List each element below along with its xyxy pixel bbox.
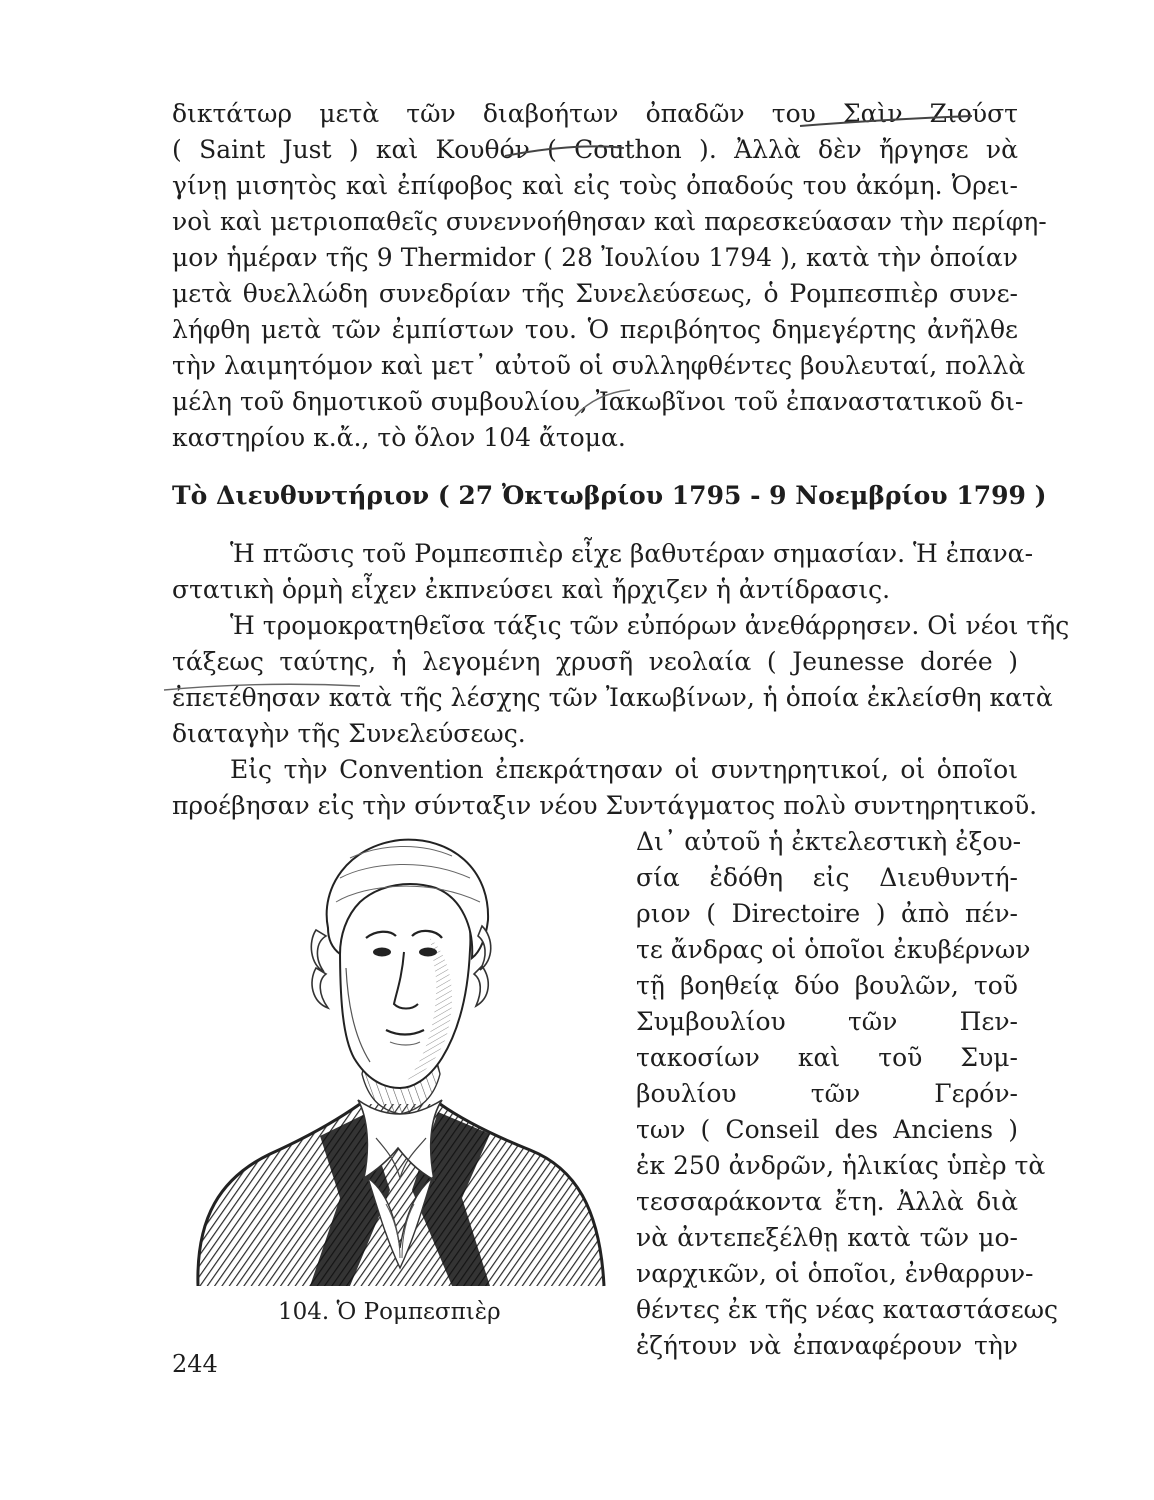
section-line: Εἰς τὴν Convention ἐπεκράτησαν οἱ συντηρητικοί, οἱ ὁποῖοι <box>230 755 1018 784</box>
column-line: ριον ( Directoire ) ἀπὸ πέν- <box>636 899 1018 928</box>
body-line: νοὶ καὶ μετριοπαθεῖς συνεννοήθησαν καὶ παρεσκεύασαν τὴν περίφη- <box>172 207 1047 236</box>
body-line: γίνῃ μισητὸς καὶ ἐπίφοβος καὶ εἰς τοὺς ὀπαδούς του ἀκόμη. Ὀρει- <box>172 171 1018 200</box>
column-line: τακοσίων καὶ τοῦ Συμ- <box>636 1043 1018 1072</box>
column-line: τεσσαράκοντα ἔτη. Ἀλλὰ διὰ <box>636 1187 1018 1216</box>
column-line: νὰ ἀντεπεξέλθῃ κατὰ τῶν μο- <box>636 1223 1018 1252</box>
body-line: δικτάτωρ μετὰ τῶν διαβοήτων ὀπαδῶν του Σαὶν Ζιούστ <box>172 99 1018 128</box>
section-line: ἐπετέθησαν κατὰ τῆς λέσχης τῶν Ἰακωβίνων, ἡ ὁποία ἐκλείσθη κατὰ <box>172 683 1053 712</box>
column-line: θέντες ἐκ τῆς νέας καταστάσεως <box>636 1295 1059 1324</box>
column-line: βουλίου τῶν Γερόν- <box>636 1079 1018 1108</box>
column-line: των ( Conseil des Anciens ) <box>636 1115 1018 1144</box>
body-line: ( Saint Just ) καὶ Κουθόν ( Couthon ). Ἀλλὰ δὲν ἤργησε νὰ <box>172 135 1018 164</box>
body-line: μετὰ θυελλώδη συνεδρίαν τῆς Συνελεύσεως, ὁ Ρομπεσπιὲρ συνε- <box>172 279 1018 308</box>
column-line: τε ἄνδρας οἱ ὁποῖοι ἐκυβέρνων <box>636 935 1031 964</box>
figure-caption: 104. Ὁ Ρομπεσπιὲρ <box>278 1299 501 1325</box>
section-line: τάξεως ταύτης, ἡ λεγομένη χρυσῆ νεολαία ( Jeunesse dorée ) <box>172 647 1018 676</box>
column-line: ἐκ 250 ἀνδρῶν, ἡλικίας ὑπὲρ τὰ <box>636 1151 1046 1180</box>
column-line: Συμβουλίου τῶν Πεν- <box>636 1007 1018 1036</box>
section-line: διαταγὴν τῆς Συνελεύσεως. <box>172 719 526 748</box>
section-line: Ἡ πτῶσις τοῦ Ρομπεσπιὲρ εἶχε βαθυτέραν σημασίαν. Ἡ ἐπανα- <box>230 539 1034 568</box>
body-line: καστηρίου κ.ἄ., τὸ ὅλον 104 ἄτομα. <box>172 423 626 452</box>
column-line: τῇ βοηθείᾳ δύο βουλῶν, τοῦ <box>636 971 1018 1000</box>
page-number: 244 <box>172 1350 218 1378</box>
section-line: προέβησαν εἰς τὴν σύνταξιν νέου Συντάγματος πολὺ συντηρητικοῦ. <box>172 791 1038 820</box>
section-line: στατικὴ ὁρμὴ εἶχεν ἐκπνεύσει καὶ ἤρχιζεν ἡ ἀντίδρασις. <box>172 575 891 604</box>
body-line: τὴν λαιμητόμον καὶ μετ᾽ αὐτοῦ οἱ συλληφθέντες βουλευταί, πολλὰ <box>172 351 1026 380</box>
section-heading: Τὸ Διευθυντήριον ( 27 Ὀκτωβρίου 1795 - 9 Νοεμβρίου 1799 ) <box>172 481 1047 510</box>
column-line: σία ἐδόθη εἰς Διευθυντή- <box>636 863 1018 892</box>
column-line: ἐζήτουν νὰ ἐπαναφέρουν τὴν <box>636 1331 1018 1360</box>
body-line: μον ἡμέραν τῆς 9 Thermidor ( 28 Ἰουλίου 1794 ), κατὰ τὴν ὁποίαν <box>172 243 1018 272</box>
column-line: ναρχικῶν, οἱ ὁποῖοι, ἐνθαρρυν- <box>636 1259 1034 1288</box>
section-line: Ἡ τρομοκρατηθεῖσα τάξις τῶν εὐπόρων ἀνεθάρρησεν. Οἱ νέοι τῆς <box>230 611 1070 640</box>
body-line: μέλη τοῦ δημοτικοῦ συμβουλίου, Ἰακωβῖνοι τοῦ ἐπαναστατικοῦ δι- <box>172 387 1024 416</box>
column-line: Δι᾽ αὐτοῦ ἡ ἐκτελεστικὴ ἐξου- <box>636 827 1022 856</box>
body-line: λήφθη μετὰ τῶν ἐμπίστων του. Ὁ περιβόητος δημεγέρτης ἀνῆλθε <box>172 315 1018 344</box>
robespierre-portrait-engraving <box>190 818 610 1288</box>
